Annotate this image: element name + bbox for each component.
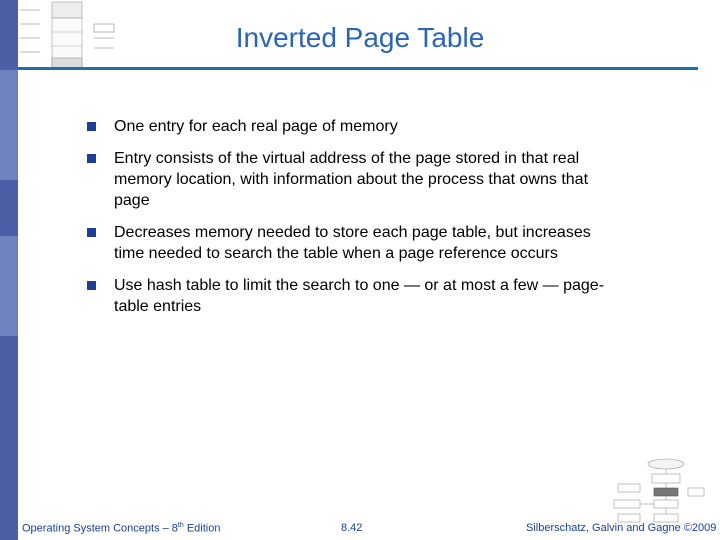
bullet-text: One entry for each real page of memory	[114, 118, 398, 135]
left-bar-highlight	[0, 70, 18, 180]
flowchart-thumbnail	[600, 456, 712, 532]
bullet-item	[86, 222, 606, 264]
footer-book-prefix: Operating System Concepts – 8	[22, 522, 178, 535]
slide-title: Inverted Page Table	[235, 22, 485, 53]
footer-book-title	[22, 522, 220, 535]
bullet-item	[86, 275, 606, 317]
square-bullet-icon	[87, 281, 96, 290]
title-divider	[18, 67, 698, 70]
footer-page-number: 8.42	[341, 522, 363, 534]
bullet-text: Use hash table to limit the search to one — or at most a few — page-table entries	[114, 277, 605, 315]
bullet-item	[86, 116, 606, 137]
bullet-text: Decreases memory needed to store each page table, but increases time needed to search the table when a page reference occurs	[114, 224, 591, 262]
footer-copyright: Silberschatz, Galvin and Gagne ©2009	[526, 522, 717, 534]
bullet-item	[86, 148, 606, 211]
left-accent-bar	[0, 0, 18, 540]
square-bullet-icon	[87, 228, 96, 237]
square-bullet-icon	[87, 122, 96, 131]
bullet-list	[86, 116, 606, 328]
square-bullet-icon	[87, 154, 96, 163]
bullet-text: Entry consists of the virtual address of the page stored in that real memory location, with information about the process that owns that page	[114, 150, 589, 209]
memory-layout-thumbnail	[18, 0, 118, 72]
left-bar-highlight	[0, 236, 18, 336]
footer-superscript: th	[177, 522, 184, 529]
footer-book-suffix: Edition	[183, 522, 221, 535]
